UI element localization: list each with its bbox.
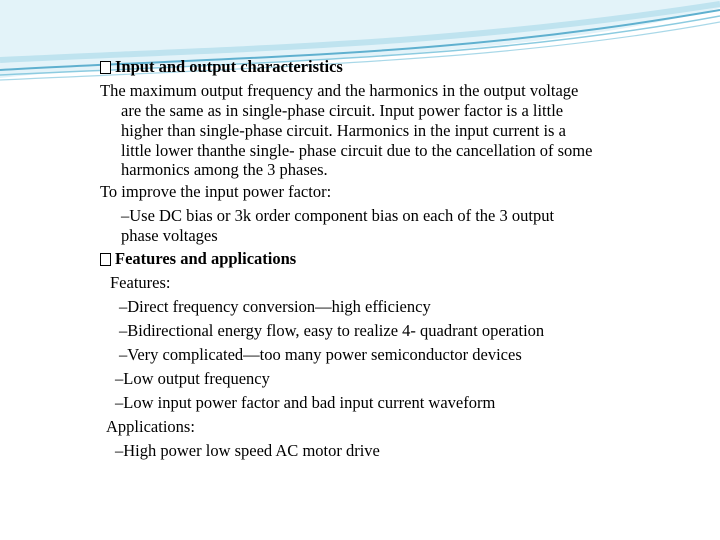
heading-fa-text: Features and applications: [115, 249, 297, 268]
application-item: –High power low speed AC motor drive: [115, 441, 380, 460]
io-body-line: are the same as in single-phase circuit. Input power factor is a little: [121, 101, 564, 120]
bullet-box-icon: [100, 253, 111, 266]
bullet-box-icon: [100, 61, 111, 74]
improve-item: –Use DC bias or 3k order component bias on each of the 3 output: [121, 206, 555, 225]
feature-item: –Low input power factor and bad input current waveform: [115, 393, 496, 412]
improve-item: phase voltages: [121, 226, 218, 245]
applications-label: Applications:: [106, 417, 195, 436]
heading-io: [100, 57, 343, 77]
feature-item: –Low output frequency: [115, 369, 270, 388]
io-body-line: higher than single-phase circuit. Harmonics in the input current is a: [121, 121, 566, 140]
features-label: Features:: [110, 273, 171, 292]
improve-label: To improve the input power factor:: [100, 182, 332, 201]
heading-io-text: Input and output characteristics: [115, 57, 343, 76]
feature-item: –Very complicated—too many power semiconductor devices: [119, 345, 522, 364]
feature-item: –Direct frequency conversion—high efficiency: [119, 297, 431, 316]
heading-features-applications: [100, 249, 296, 269]
io-body-line: little lower thanthe single- phase circuit due to the cancellation of some: [121, 141, 593, 160]
feature-item: –Bidirectional energy flow, easy to realize 4- quadrant operation: [119, 321, 545, 340]
io-body-line: harmonics among the 3 phases.: [121, 160, 328, 179]
io-body-line: The maximum output frequency and the harmonics in the output voltage: [100, 81, 579, 100]
